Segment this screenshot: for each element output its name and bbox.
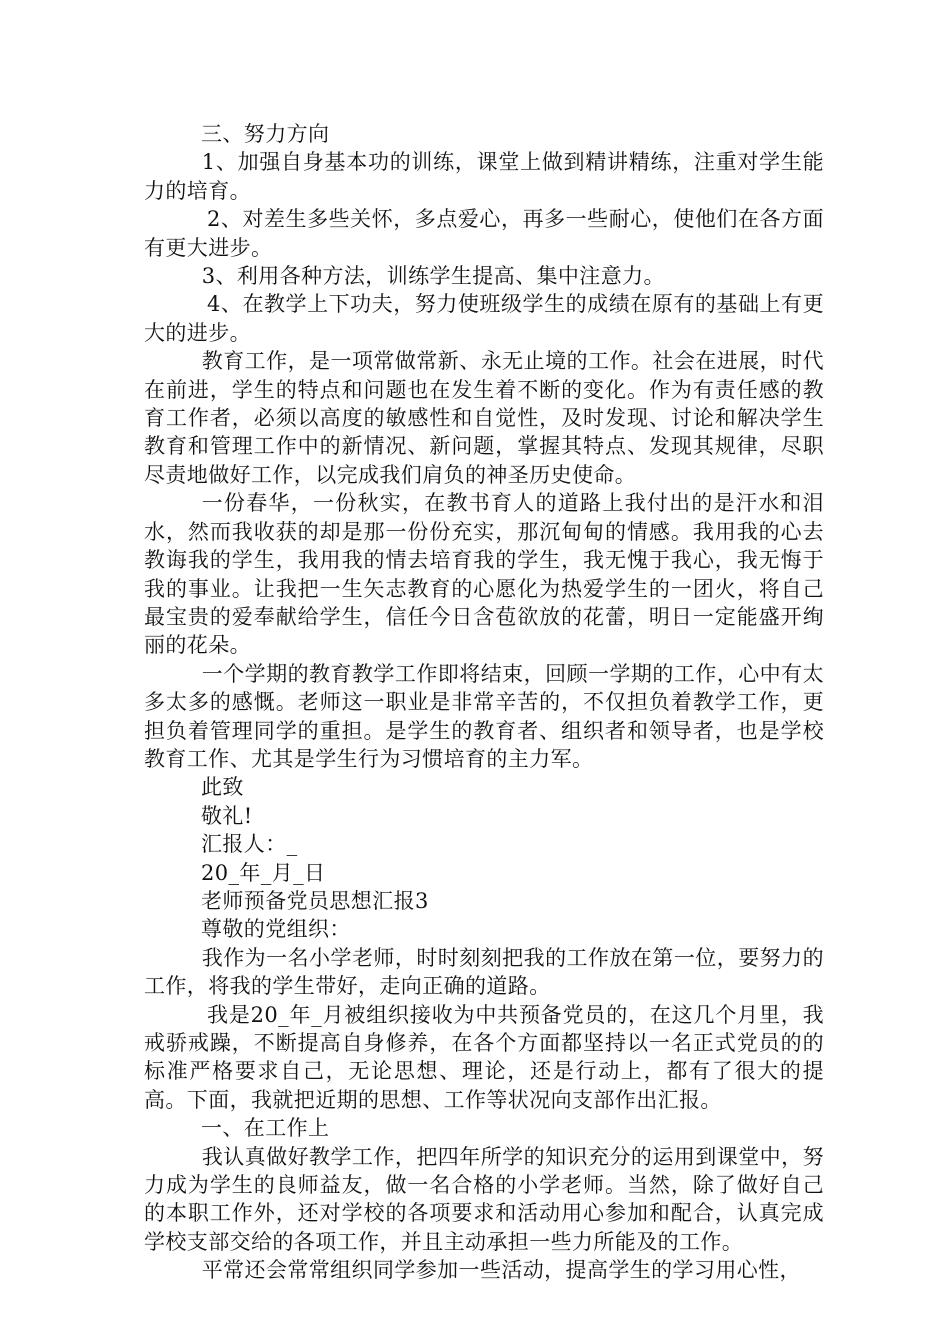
paragraph-item-4: 4、在教学上下功夫，努力使班级学生的成绩在原有的基础上有更大的进步。 [144, 292, 824, 345]
paragraph-item-1: 1、加强自身基本功的训练，课堂上做到精讲精练，注重对学生能力的培育。 [144, 150, 824, 203]
reporter-line: 汇报人：_ [201, 832, 298, 857]
paragraph-item-3: 3、利用各种方法，训练学生提高、集中注意力。 [201, 264, 665, 289]
paragraph-teaching-work: 我认真做好教学工作，把四年所学的知识充分的运用到课堂中，努力成为学生的良师益友，做一名合格的小学老师。当然，除了做好自己的本职工作外，还对学校的各项要求和活动用心参加和配合，认真完成学校支部交给的各项工作，并且主动承担一些力所能及的工作。 [144, 1144, 824, 1254]
paragraph-education-work: 教育工作，是一项常做常新、永无止境的工作。社会在进展，时代在前进，学生的特点和问题也在发生着不断的变化。作为有责任感的教育工作者，必须以高度的敏感性和自觉性，及时发现、讨论和解决学生教育和管理工作中的新情况、新问题，掌握其特点、发现其规律，尽职尽责地做好工作，以完成我们肩负的神圣历史使命。 [144, 349, 824, 487]
report-title: 老师预备党员思想汇报3 [201, 888, 429, 913]
document-body [144, 120, 824, 1285]
paragraph-activities: 平常还会常常组织同学参加一些活动，提高学生的学习用心性， [201, 1258, 801, 1283]
paragraph-probationary: 我是20_年_月被组织接收为中共预备党员的，在这几个月里，我戒骄戒躁，不断提高自身修养，在各个方面都坚持以一名正式党员的的标准严格要求自己，无论思想、理论，还是行动上，都有了很大的提高。下面，我就把近期的思想、工作等状况向支部作出汇报。 [144, 1002, 824, 1112]
paragraph-item-2: 2、对差生多些关怀，多点爱心，再多一些耐心，使他们在各方面有更大进步。 [144, 207, 824, 260]
date-line: 20_年_月_日 [201, 860, 326, 885]
section-heading-effort-direction: 三、努力方向 [201, 122, 330, 146]
section-heading-work: 一、在工作上 [201, 1116, 330, 1141]
closing-cizhi: 此致 [201, 775, 244, 800]
salutation: 尊敬的党组织： [201, 917, 351, 942]
closing-jingli: 敬礼! [201, 803, 253, 828]
paragraph-teacher-intro: 我作为一名小学老师，时时刻刻把我的工作放在第一位，要努力的工作，将我的学生带好，走向正确的道路。 [144, 945, 824, 999]
paragraph-semester-end: 一个学期的教育教学工作即将结束，回顾一学期的工作，心中有太多太多的感慨。老师这一职业是非常辛苦的，不仅担负着教学工作，更担负着管理同学的重担。是学生的教育者、组织者和领导者，也是学校教育工作、尤其是学生行为习惯培育的主力军。 [144, 661, 824, 771]
paragraph-spring-autumn: 一份春华，一份秋实，在教书育人的道路上我付出的是汗水和泪水，然而我收获的却是那一份份充实，那沉甸甸的情感。我用我的心去教诲我的学生，我用我的情去培育我的学生，我无愧于我心，我无悔于我的事业。让我把一生矢志教育的心愿化为热爱学生的一团火，将自己最宝贵的爱奉献给学生，信任今日含苞欲放的花蕾，明日一定能盛开绚丽的花朵。 [144, 491, 824, 658]
